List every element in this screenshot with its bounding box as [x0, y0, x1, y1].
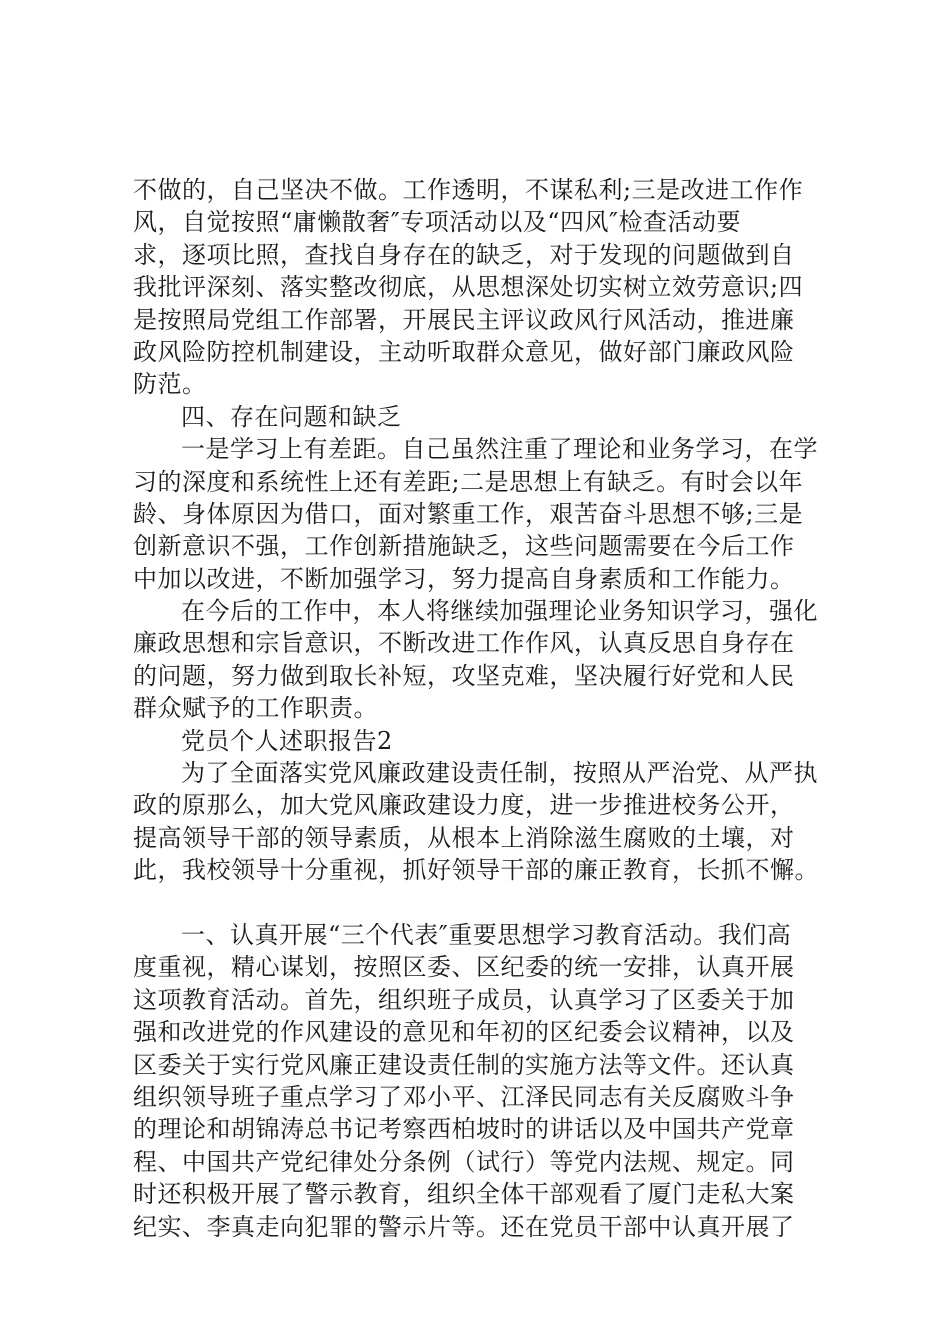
text-line: 的问题，努力做到取长补短，攻坚克难，坚决履行好党和人民 — [133, 661, 795, 690]
paragraph-start-line: 党员个人述职报告2 — [181, 726, 393, 755]
text-line: 组织领导班子重点学习了邓小平、江泽民同志有关反腐败斗争 — [133, 1082, 795, 1111]
text-line: 防范。 — [133, 370, 207, 399]
text-line: 群众赋予的工作职责。 — [133, 694, 378, 723]
text-line: 创新意识不强，工作创新措施缺乏，这些问题需要在今后工作 — [133, 532, 795, 561]
text-line: 纪实、李真走向犯罪的警示片等。还在党员干部中认真开展了 — [133, 1212, 795, 1241]
text-line: 提高领导干部的领导素质，从根本上消除滋生腐败的土壤，对 — [133, 823, 795, 852]
text-line: 区委关于实行党风廉正建设责任制的实施方法等文件。还认真 — [133, 1050, 795, 1079]
document-body-text — [133, 174, 833, 1243]
text-line: 这项教育活动。首先，组织班子成员，认真学习了区委关于加 — [133, 985, 795, 1014]
text-line: 是按照局党组工作部署，开展民主评议政风行风活动，推进廉 — [133, 305, 795, 334]
text-line: 求，逐项比照，查找自身存在的缺乏，对于发现的问题做到自 — [133, 240, 795, 269]
text-line: 强和改进党的作风建设的意见和年初的区纪委会议精神，以及 — [133, 1018, 795, 1047]
text-line: 中加以改进，不断加强学习，努力提高自身素质和工作能力。 — [133, 564, 795, 593]
paragraph-start-line: 在今后的工作中，本人将继续加强理论业务知识学习，强化 — [181, 597, 818, 626]
text-line: 我批评深刻、落实整改彻底，从思想深处切实树立效劳意识;四 — [133, 273, 804, 302]
text-line: 廉政思想和宗旨意识，不断改进工作作风，认真反思自身存在 — [133, 629, 795, 658]
text-line: 龄、身体原因为借口，面对繁重工作，艰苦奋斗思想不够;三是 — [133, 499, 804, 528]
paragraph-start-line: 一、认真开展“三个代表″重要思想学习教育活动。我们高 — [181, 920, 792, 949]
text-line: 度重视，精心谋划，按照区委、区纪委的统一安排，认真开展 — [133, 953, 795, 982]
text-line: 的理论和胡锦涛总书记考察西柏坡时的讲话以及中国共产党章 — [133, 1115, 795, 1144]
paragraph-start-line: 为了全面落实党风廉政建设责任制，按照从严治党、从严执 — [181, 759, 818, 788]
text-line: 习的深度和系统性上还有差距;二是思想上有缺乏。有时会以年 — [133, 467, 804, 496]
blank-line — [133, 887, 833, 919]
text-line: 程、中国共产党纪律处分条例（试行）等党内法规、规定。同 — [133, 1147, 795, 1176]
text-line: 风，自觉按照“庸懒散奢″专项活动以及“四风″检查活动要 — [133, 208, 741, 237]
paragraph-start-line: 一是学习上有差距。自己虽然注重了理论和业务学习，在学 — [181, 435, 818, 464]
text-line: 政风险防控机制建设，主动听取群众意见，做好部门廉政风险 — [133, 337, 795, 366]
paragraph-start-line: 四、存在问题和缺乏 — [181, 402, 402, 431]
text-line: 不做的，自己坚决不做。工作透明，不谋私利;三是改进工作作 — [133, 176, 804, 204]
text-line: 时还积极开展了警示教育，组织全体干部观看了厦门走私大案 — [133, 1180, 795, 1209]
text-line: 政的原那么，加大党风廉政建设力度，进一步推进校务公开， — [133, 791, 795, 820]
text-line: 此，我校领导十分重视，抓好领导干部的廉正教育，长抓不懈。 — [133, 856, 819, 885]
